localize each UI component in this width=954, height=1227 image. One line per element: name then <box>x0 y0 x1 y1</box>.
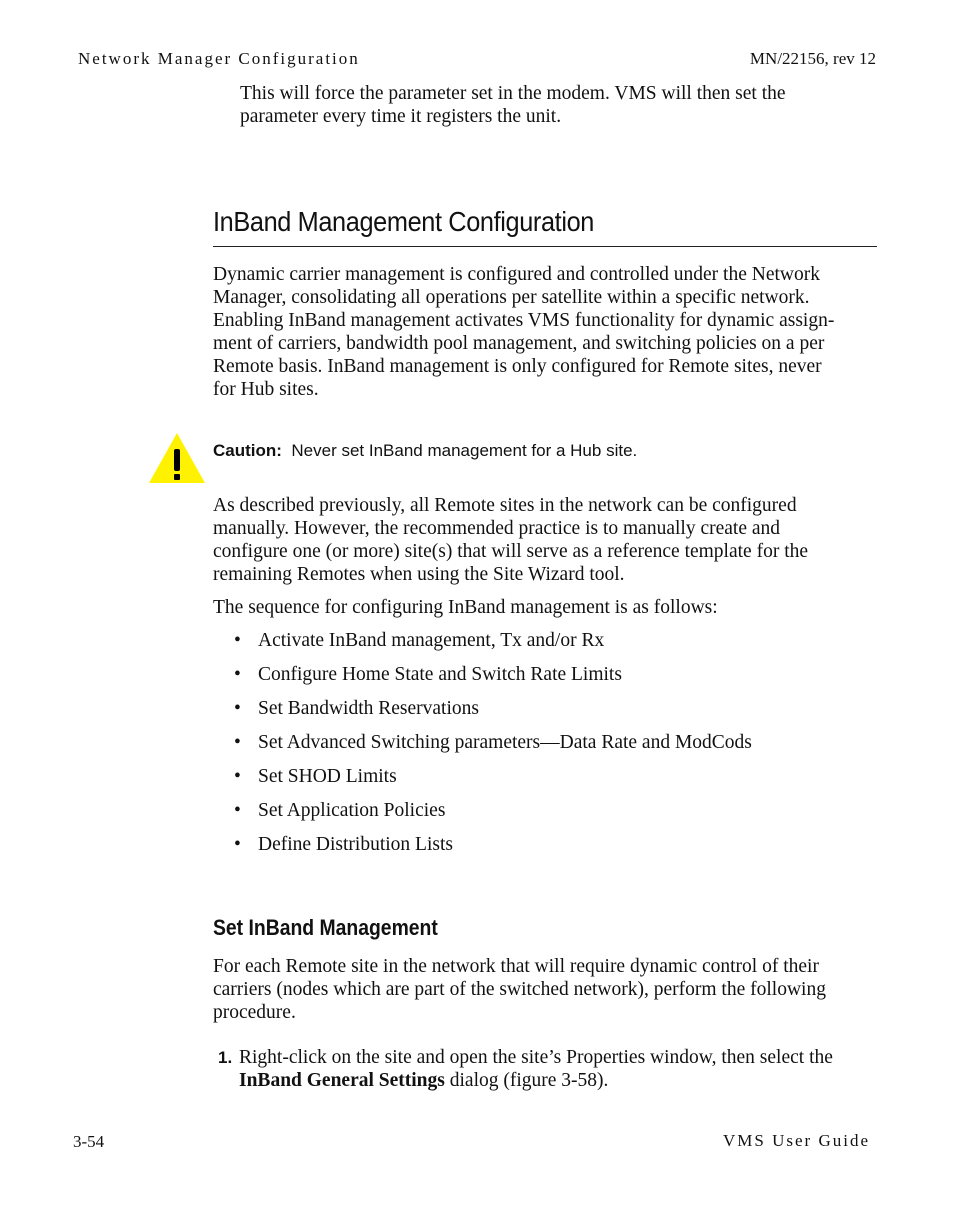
list-item-text: Set Application Policies <box>258 800 446 821</box>
running-header-doc-id: MN/22156, rev 12 <box>749 49 876 68</box>
paragraph-line: procedure. <box>213 1002 296 1023</box>
heading-rule <box>213 246 877 247</box>
sequence-intro: The sequence for configuring InBand management is as follows: <box>213 597 718 618</box>
paragraph-line: Manager, consolidating all operations per satellite within a specific network. <box>213 287 810 308</box>
list-item-text: Set Advanced Switching parameters—Data Rate and ModCods <box>258 732 752 753</box>
paragraph-line: For each Remote site in the network that will require dynamic control of their <box>213 956 819 977</box>
paragraph-remote-procedure <box>213 955 881 1024</box>
subsection-heading-set-inband: Set InBand Management <box>213 915 438 940</box>
bullet-glyph: • <box>234 800 241 821</box>
caution-note <box>213 440 637 462</box>
list-item <box>234 799 752 833</box>
bullet-glyph: • <box>234 698 241 719</box>
paragraph-site-wizard <box>213 494 881 586</box>
paragraph-line: carriers (nodes which are part of the switched network), perform the following <box>213 979 826 1000</box>
paragraph-line: Dynamic carrier management is configured and controlled under the Network <box>213 264 820 285</box>
paragraph-line: Enabling InBand management activates VMS functionality for dynamic assign- <box>213 310 835 331</box>
paragraph-dynamic-carrier <box>213 263 881 401</box>
list-item <box>234 663 752 697</box>
list-item-text: Define Distribution Lists <box>258 834 453 855</box>
paragraph-line: manually. However, the recommended practice is to manually create and <box>213 518 781 539</box>
paragraph-line: remaining Remotes when using the Site Wizard tool. <box>213 564 625 585</box>
bullet-glyph: • <box>234 766 241 787</box>
step-text: Right-click on the site and open the site’s Properties window, then select the <box>239 1047 833 1068</box>
section-heading-inband-config: InBand Management Configuration <box>213 206 595 237</box>
step-text-continued: dialog (figure 3-58). <box>444 1070 609 1091</box>
paragraph-line: configure one (or more) site(s) that will serve as a reference template for the <box>213 541 809 562</box>
bullet-glyph: • <box>234 664 241 685</box>
intro-line: This will force the parameter set in the modem. VMS will then set the <box>240 83 786 104</box>
paragraph-line: Remote basis. InBand management is only configured for Remote sites, never <box>213 356 822 377</box>
paragraph-line: As described previously, all Remote sites in the network can be configured <box>213 495 797 516</box>
list-item-text: Set Bandwidth Reservations <box>258 698 479 719</box>
caution-label: Caution: <box>213 441 282 460</box>
paragraph-line: ment of carriers, bandwidth pool management, and switching policies on a per <box>213 333 825 354</box>
list-item-text: Configure Home State and Switch Rate Limits <box>258 664 622 685</box>
list-item <box>234 833 752 867</box>
intro-paragraph <box>240 82 786 128</box>
list-item <box>234 765 752 799</box>
page-number: 3-54 <box>73 1132 105 1151</box>
bullet-glyph: • <box>234 630 241 651</box>
caution-message: Never set InBand management for a Hub site. <box>291 441 638 460</box>
bullet-glyph: • <box>234 732 241 753</box>
list-item <box>234 697 752 731</box>
list-item <box>234 629 752 663</box>
running-header-section: Network Manager Configuration <box>78 49 360 68</box>
bullet-glyph: • <box>234 834 241 855</box>
dialog-name: InBand General Settings <box>239 1070 445 1091</box>
list-item-text: Set SHOD Limits <box>258 766 397 787</box>
sequence-list <box>234 629 752 867</box>
footer-guide-title: VMS User Guide <box>723 1131 870 1150</box>
warning-triangle-icon <box>148 432 206 484</box>
list-item-text: Activate InBand management, Tx and/or Rx <box>258 630 605 651</box>
list-item <box>234 731 752 765</box>
step-number: 1. <box>218 1048 233 1067</box>
procedure-step-1 <box>218 1046 878 1092</box>
paragraph-line: for Hub sites. <box>213 379 319 400</box>
intro-line: parameter every time it registers the unit. <box>240 106 562 127</box>
